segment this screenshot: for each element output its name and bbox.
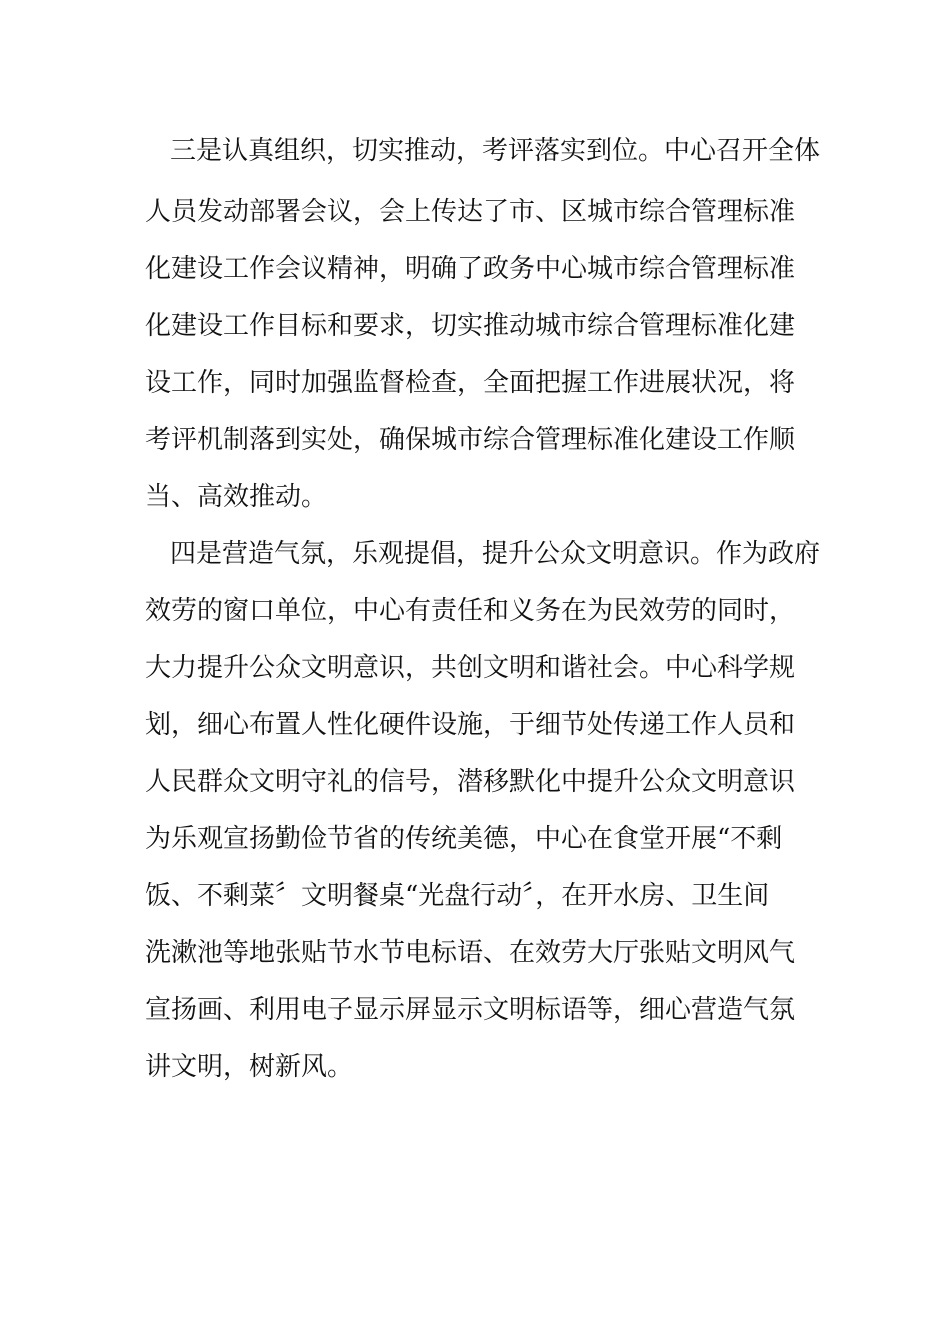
paragraph-2-line-2: 效劳的窗口单位，中心有责任和义务在为民效劳的同时， <box>145 596 796 626</box>
paragraph-1-line-6: 考评机制落到实处，确保城市综合管理标准化建设工作顺 <box>145 425 796 455</box>
paragraph-2-line-1: 四是营造气氛，乐观提倡，提升公众文明意识。作为政府 <box>170 539 821 569</box>
paragraph-2-line-8: 洗漱池等地张贴节水节电标语、在效劳大厅张贴文明风气 <box>145 938 796 968</box>
paragraph-2-line-5: 人民群众文明守礼的信号，潜移默化中提升公众文明意识 <box>145 767 796 797</box>
paragraph-1-line-7: 当、高效推动。 <box>145 482 328 512</box>
paragraph-2-line-9: 宣扬画、利用电子显示屏显示文明标语等，细心营造气氛 <box>145 995 796 1025</box>
paragraph-1-line-1: 三是认真组织，切实推动，考评落实到位。中心召开全体 <box>170 136 821 166</box>
paragraph-1-line-3: 化建设工作会议精神，明确了政务中心城市综合管理标准 <box>145 254 796 284</box>
paragraph-1-line-2: 人员发动部署会议，会上传达了市、区城市综合管理标准 <box>145 197 796 227</box>
paragraph-2-line-7: 饭、不剩菜〞文明餐桌“光盘行动〞，在开水房、卫生间 <box>145 881 770 911</box>
paragraph-2-line-6: 为乐观宣扬勤俭节省的传统美德，中心在食堂开展“不剩 <box>145 824 783 854</box>
paragraph-2-line-4: 划，细心布置人性化硬件设施，于细节处传递工作人员和 <box>145 710 796 740</box>
paragraph-2-line-10: 讲文明，树新风。 <box>145 1052 354 1082</box>
paragraph-1-line-5: 设工作，同时加强监督检查，全面把握工作进展状况，将 <box>145 368 796 398</box>
paragraph-2-line-3: 大力提升公众文明意识，共创文明和谐社会。中心科学规 <box>145 653 796 683</box>
paragraph-1-line-4: 化建设工作目标和要求，切实推动城市综合管理标准化建 <box>145 311 796 341</box>
